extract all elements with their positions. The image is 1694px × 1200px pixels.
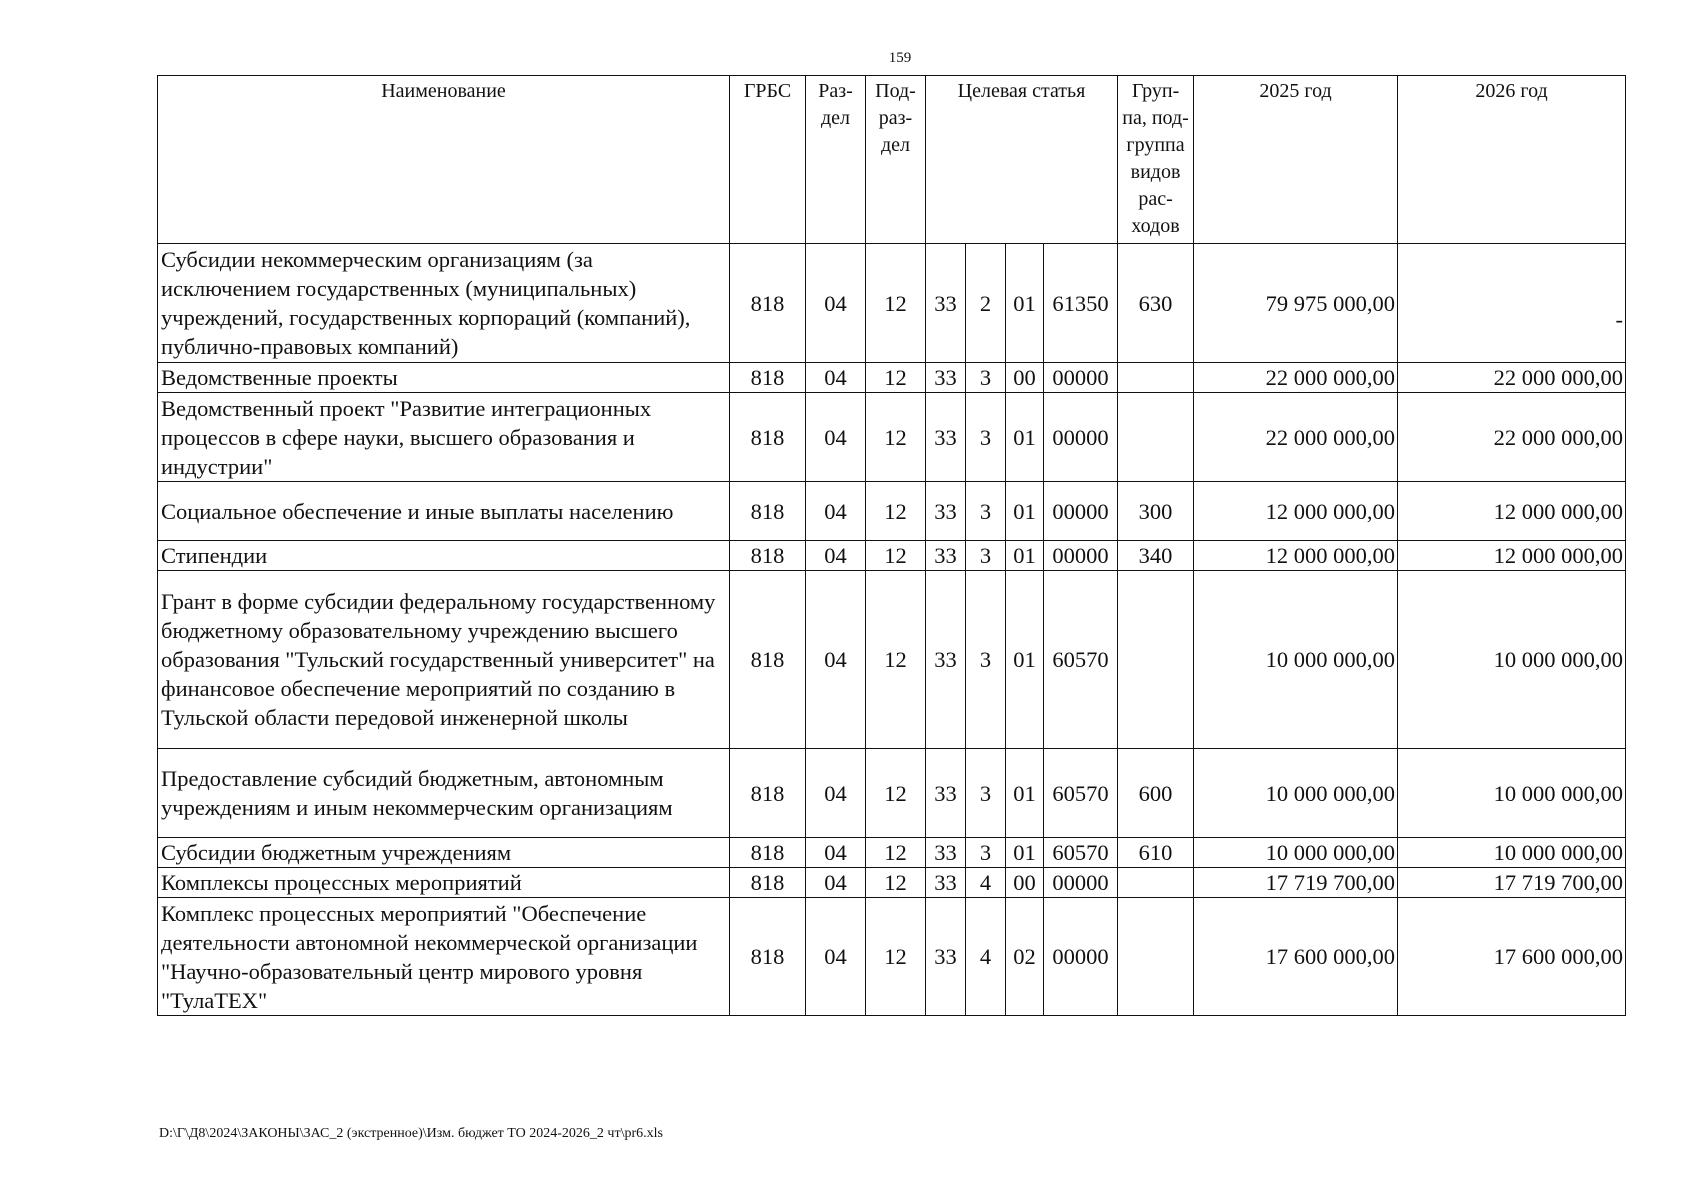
- row-target-direction: 00000: [1044, 541, 1118, 571]
- row-target-program: 33: [926, 838, 966, 868]
- row-grbs: 818: [730, 541, 806, 571]
- row-target-sub: 01: [1006, 571, 1044, 749]
- table-header-row: [158, 76, 1626, 244]
- row-razdel: 04: [806, 482, 866, 541]
- row-name: Комплекс процессных мероприятий "Обеспечение деятельности автономной некоммерческой организации "Научно-образовательный центр мирового уровня "ТулаТЕХ": [158, 898, 730, 1016]
- table-row: [158, 838, 1626, 868]
- row-expense-group: 600: [1118, 749, 1194, 838]
- row-target-program: 33: [926, 244, 966, 363]
- row-target-direction: 00000: [1044, 898, 1118, 1016]
- row-name: Комплексы процессных мероприятий: [158, 868, 730, 898]
- row-podrazdel: 12: [866, 749, 926, 838]
- row-expense-group: 630: [1118, 244, 1194, 363]
- row-target-direction: 00000: [1044, 482, 1118, 541]
- row-target-sub: 01: [1006, 393, 1044, 482]
- row-podrazdel: 12: [866, 838, 926, 868]
- row-target-type: 4: [966, 898, 1006, 1016]
- row-target-direction: 61350: [1044, 244, 1118, 363]
- row-target-program: 33: [926, 898, 966, 1016]
- header-podrazdel: Под- раз- дел: [866, 76, 926, 244]
- table-row: [158, 393, 1626, 482]
- row-name: Предоставление субсидий бюджетным, автономным учреждениям и иным некоммерческим организациям: [158, 749, 730, 838]
- row-razdel: 04: [806, 868, 866, 898]
- row-target-type: 3: [966, 571, 1006, 749]
- row-razdel: 04: [806, 571, 866, 749]
- row-target-sub: 02: [1006, 898, 1044, 1016]
- row-name: Ведомственный проект "Развитие интеграционных процессов в сфере науки, высшего образования и индустрии": [158, 393, 730, 482]
- row-podrazdel: 12: [866, 541, 926, 571]
- row-value-2026: 10 000 000,00: [1398, 838, 1626, 868]
- row-razdel: 04: [806, 541, 866, 571]
- row-value-2026: 17 600 000,00: [1398, 898, 1626, 1016]
- row-target-direction: 60570: [1044, 838, 1118, 868]
- table-row: [158, 541, 1626, 571]
- row-target-sub: 01: [1006, 541, 1044, 571]
- row-grbs: 818: [730, 898, 806, 1016]
- row-value-2026: [1398, 244, 1626, 363]
- row-expense-group: [1118, 868, 1194, 898]
- row-grbs: 818: [730, 363, 806, 393]
- row-podrazdel: 12: [866, 571, 926, 749]
- row-target-sub: 01: [1006, 244, 1044, 363]
- row-expense-group: 340: [1118, 541, 1194, 571]
- row-target-direction: 60570: [1044, 749, 1118, 838]
- row-value-2026: 10 000 000,00: [1398, 571, 1626, 749]
- row-podrazdel: 12: [866, 363, 926, 393]
- row-target-type: 3: [966, 838, 1006, 868]
- row-target-type: 2: [966, 244, 1006, 363]
- row-name: Субсидии некоммерческим организациям (за исключением государственных (муниципальных) учреждений, государственных корпораций (компаний), публично-правовых компаний): [158, 244, 730, 363]
- row-value-2026: 12 000 000,00: [1398, 482, 1626, 541]
- row-grbs: 818: [730, 838, 806, 868]
- row-target-direction: 00000: [1044, 868, 1118, 898]
- table-row: [158, 363, 1626, 393]
- row-value-2026: 22 000 000,00: [1398, 393, 1626, 482]
- table-row: [158, 571, 1626, 749]
- header-grbs: ГРБС: [730, 76, 806, 244]
- header-name: Наименование: [158, 76, 730, 244]
- row-target-sub: 00: [1006, 363, 1044, 393]
- row-target-program: 33: [926, 541, 966, 571]
- row-value-2025: 12 000 000,00: [1194, 541, 1398, 571]
- row-grbs: 818: [730, 868, 806, 898]
- row-podrazdel: 12: [866, 898, 926, 1016]
- header-expense-group: Груп- па, под- группа видов рас- ходов: [1118, 76, 1194, 244]
- row-target-program: 33: [926, 482, 966, 541]
- row-value-2025: 17 600 000,00: [1194, 898, 1398, 1016]
- row-expense-group: [1118, 898, 1194, 1016]
- row-expense-group: [1118, 393, 1194, 482]
- header-year-2025: 2025 год: [1194, 76, 1398, 244]
- row-value-2025: 12 000 000,00: [1194, 482, 1398, 541]
- row-value-2026: 22 000 000,00: [1398, 363, 1626, 393]
- table-row: [158, 482, 1626, 541]
- row-target-program: 33: [926, 749, 966, 838]
- row-target-type: 3: [966, 541, 1006, 571]
- row-razdel: 04: [806, 838, 866, 868]
- header-year-2026: 2026 год: [1398, 76, 1626, 244]
- row-razdel: 04: [806, 244, 866, 363]
- row-value-2025: 10 000 000,00: [1194, 571, 1398, 749]
- row-grbs: 818: [730, 482, 806, 541]
- table-row: [158, 244, 1626, 363]
- row-expense-group: 610: [1118, 838, 1194, 868]
- header-razdel: Раз- дел: [806, 76, 866, 244]
- row-target-sub: 01: [1006, 482, 1044, 541]
- row-razdel: 04: [806, 749, 866, 838]
- budget-table: [157, 75, 1626, 1016]
- row-target-sub: 00: [1006, 868, 1044, 898]
- row-value-2026: 17 719 700,00: [1398, 868, 1626, 898]
- row-target-type: 3: [966, 482, 1006, 541]
- row-target-program: 33: [926, 393, 966, 482]
- row-target-program: 33: [926, 363, 966, 393]
- header-target-article: Целевая статья: [926, 76, 1118, 244]
- page-number: 159: [888, 50, 912, 66]
- row-target-program: 33: [926, 868, 966, 898]
- row-value-2025: 17 719 700,00: [1194, 868, 1398, 898]
- row-value-2025: 79 975 000,00: [1194, 244, 1398, 363]
- row-target-type: 3: [966, 749, 1006, 838]
- row-target-type: 4: [966, 868, 1006, 898]
- row-target-type: 3: [966, 393, 1006, 482]
- row-value-2026: 12 000 000,00: [1398, 541, 1626, 571]
- row-razdel: 04: [806, 363, 866, 393]
- row-value-2025: 10 000 000,00: [1194, 838, 1398, 868]
- row-podrazdel: 12: [866, 868, 926, 898]
- row-name: Ведомственные проекты: [158, 363, 730, 393]
- file-path-footer: D:\Г\Д8\2024\ЗАКОНЫ\ЗАС_2 (экстренное)\Изм. бюджет ТО 2024-2026_2 чт\pr6.xls: [159, 1126, 663, 1141]
- table-row: [158, 749, 1626, 838]
- row-target-direction: 60570: [1044, 571, 1118, 749]
- row-grbs: 818: [730, 244, 806, 363]
- row-expense-group: 300: [1118, 482, 1194, 541]
- table-row: [158, 868, 1626, 898]
- row-grbs: 818: [730, 571, 806, 749]
- row-name: Стипендии: [158, 541, 730, 571]
- row-target-sub: 01: [1006, 838, 1044, 868]
- row-grbs: 818: [730, 393, 806, 482]
- table-row: [158, 898, 1626, 1016]
- row-podrazdel: 12: [866, 393, 926, 482]
- row-target-sub: 01: [1006, 749, 1044, 838]
- row-podrazdel: 12: [866, 482, 926, 541]
- row-target-type: 3: [966, 363, 1006, 393]
- row-name: Субсидии бюджетным учреждениям: [158, 838, 730, 868]
- row-name: Социальное обеспечение и иные выплаты населению: [158, 482, 730, 541]
- row-expense-group: [1118, 571, 1194, 749]
- row-target-program: 33: [926, 571, 966, 749]
- row-value-2025: 22 000 000,00: [1194, 363, 1398, 393]
- row-razdel: 04: [806, 393, 866, 482]
- row-value-2025: 22 000 000,00: [1194, 393, 1398, 482]
- row-expense-group: [1118, 363, 1194, 393]
- dash-value: -: [1615, 306, 1624, 332]
- row-target-direction: 00000: [1044, 393, 1118, 482]
- row-podrazdel: 12: [866, 244, 926, 363]
- row-value-2025: 10 000 000,00: [1194, 749, 1398, 838]
- row-name: Грант в форме субсидии федеральному государственному бюджетному образовательному учреждению высшего образования "Тульский государственный университет" на финансовое обеспечение мероприятий по созданию в Тульской области передовой инженерной школы: [158, 571, 730, 749]
- row-razdel: 04: [806, 898, 866, 1016]
- row-value-2026: 10 000 000,00: [1398, 749, 1626, 838]
- row-target-direction: 00000: [1044, 363, 1118, 393]
- row-grbs: 818: [730, 749, 806, 838]
